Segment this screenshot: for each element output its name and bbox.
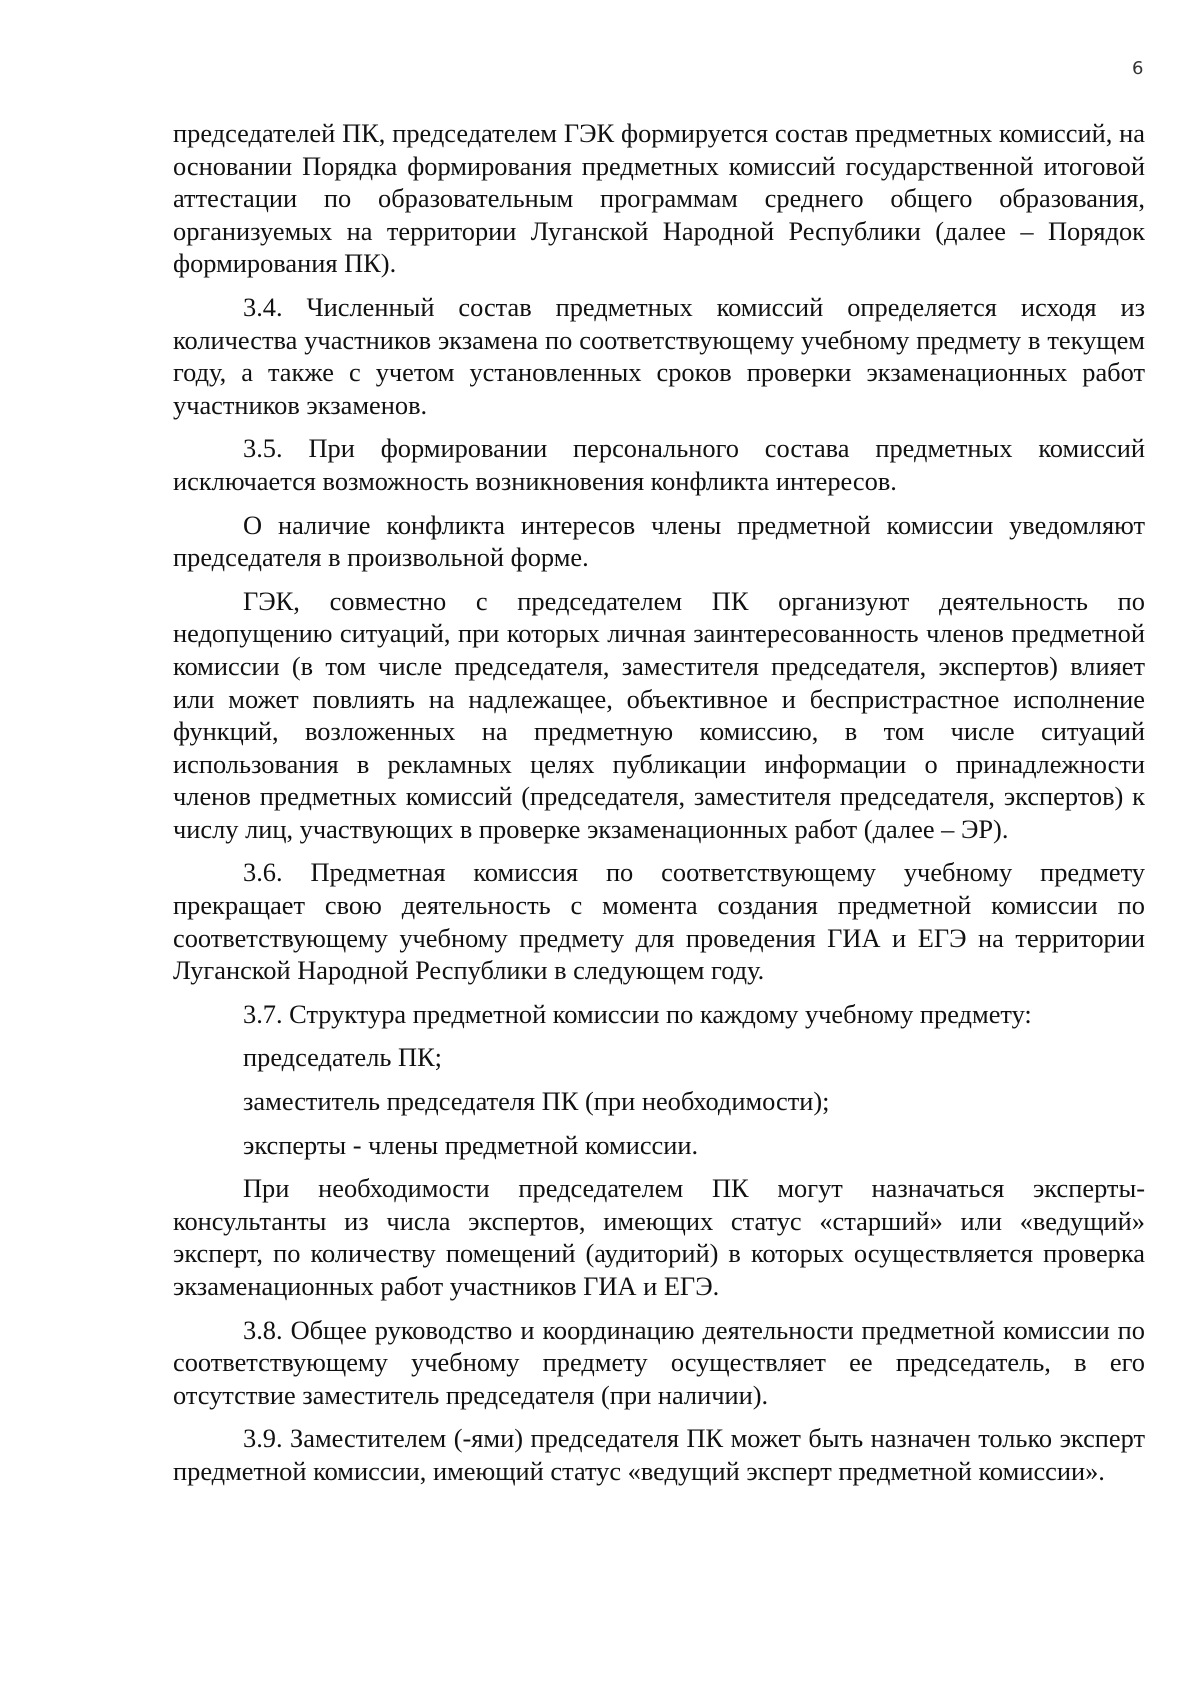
list-item-chairman: председатель ПК; (243, 1042, 443, 1073)
paragraph-3-8: 3.8. Общее руководство и координацию деятельности предметной комиссии по соответствующему учебному предмету осуществляет ее председатель, в его отсутствие заместитель председателя (при наличии). (173, 1314, 1145, 1410)
paragraph-continuation: председателей ПК, председателем ГЭК формируется состав предметных комиссий, на основании Порядка формирования предметных комиссий государственной итоговой аттестации по образовательным программам среднего общего образования, организуемых на территории Луганской Народной Республики (далее – Порядок формирования ПК). (173, 118, 1145, 279)
paragraph-3-4: 3.4. Численный состав предметных комиссий определяется исходя из количества участников экзамена по соответствующему учебному предмету в текущем году, а также с учетом установленных сроков проверки экзаменационных работ участников экзаменов. (173, 291, 1145, 420)
paragraph-3-5: 3.5. При формировании персонального состава предметных комиссий исключается возможность возникновения конфликта интересов. (173, 433, 1145, 496)
paragraph-conflict-notice: О наличие конфликта интересов члены предметной комиссии уведомляют председателя в произвольной форме. (173, 509, 1145, 573)
page-number: 6 (1132, 58, 1144, 79)
list-item-experts: эксперты - члены предметной комиссии. (243, 1129, 699, 1160)
list-item-deputy: заместитель председателя ПК (при необходимости); (243, 1086, 830, 1117)
document-body (173, 117, 1145, 1499)
paragraph-gek-activity: ГЭК, совместно с председателем ПК организуют деятельность по недопущению ситуаций, при которых личная заинтересованность членов предметной комиссии (в том числе председателя, заместителя председателя, экспертов) влияет или может повлиять на надлежащее, объективное и беспристрастное исполнение функций, возложенных на предметную комиссию, в том числе ситуаций использования в рекламных целях публикации информации о принадлежности членов предметных комиссий (председателя, заместителя председателя, экспертов) к числу лиц, участвующих в проверке экзаменационных работ (далее – ЭР). (173, 585, 1145, 844)
paragraph-3-7: 3.7. Структура предметной комиссии по каждому учебному предмету: (243, 998, 1032, 1029)
paragraph-3-9: 3.9. Заместителем (-ями) председателя ПК может быть назначен только эксперт предметной комиссии, имеющий статус «ведущий эксперт предметной комиссии». (173, 1423, 1145, 1486)
paragraph-expert-consultants: При необходимости председателем ПК могут назначаться эксперты-консультанты из числа экспертов, имеющих статус «старший» или «ведущий» эксперт, по количеству помещений (аудиторий) в которых осуществляется проверка экзаменационных работ участников ГИА и ЕГЭ. (173, 1173, 1145, 1301)
paragraph-3-6: 3.6. Предметная комиссия по соответствующему учебному предмету прекращает свою деятельность с момента создания предметной комиссии по соответствующему учебному предмету для проведения ГИА и ЕГЭ на территории Луганской Народной Республики в следующем году. (173, 857, 1145, 986)
